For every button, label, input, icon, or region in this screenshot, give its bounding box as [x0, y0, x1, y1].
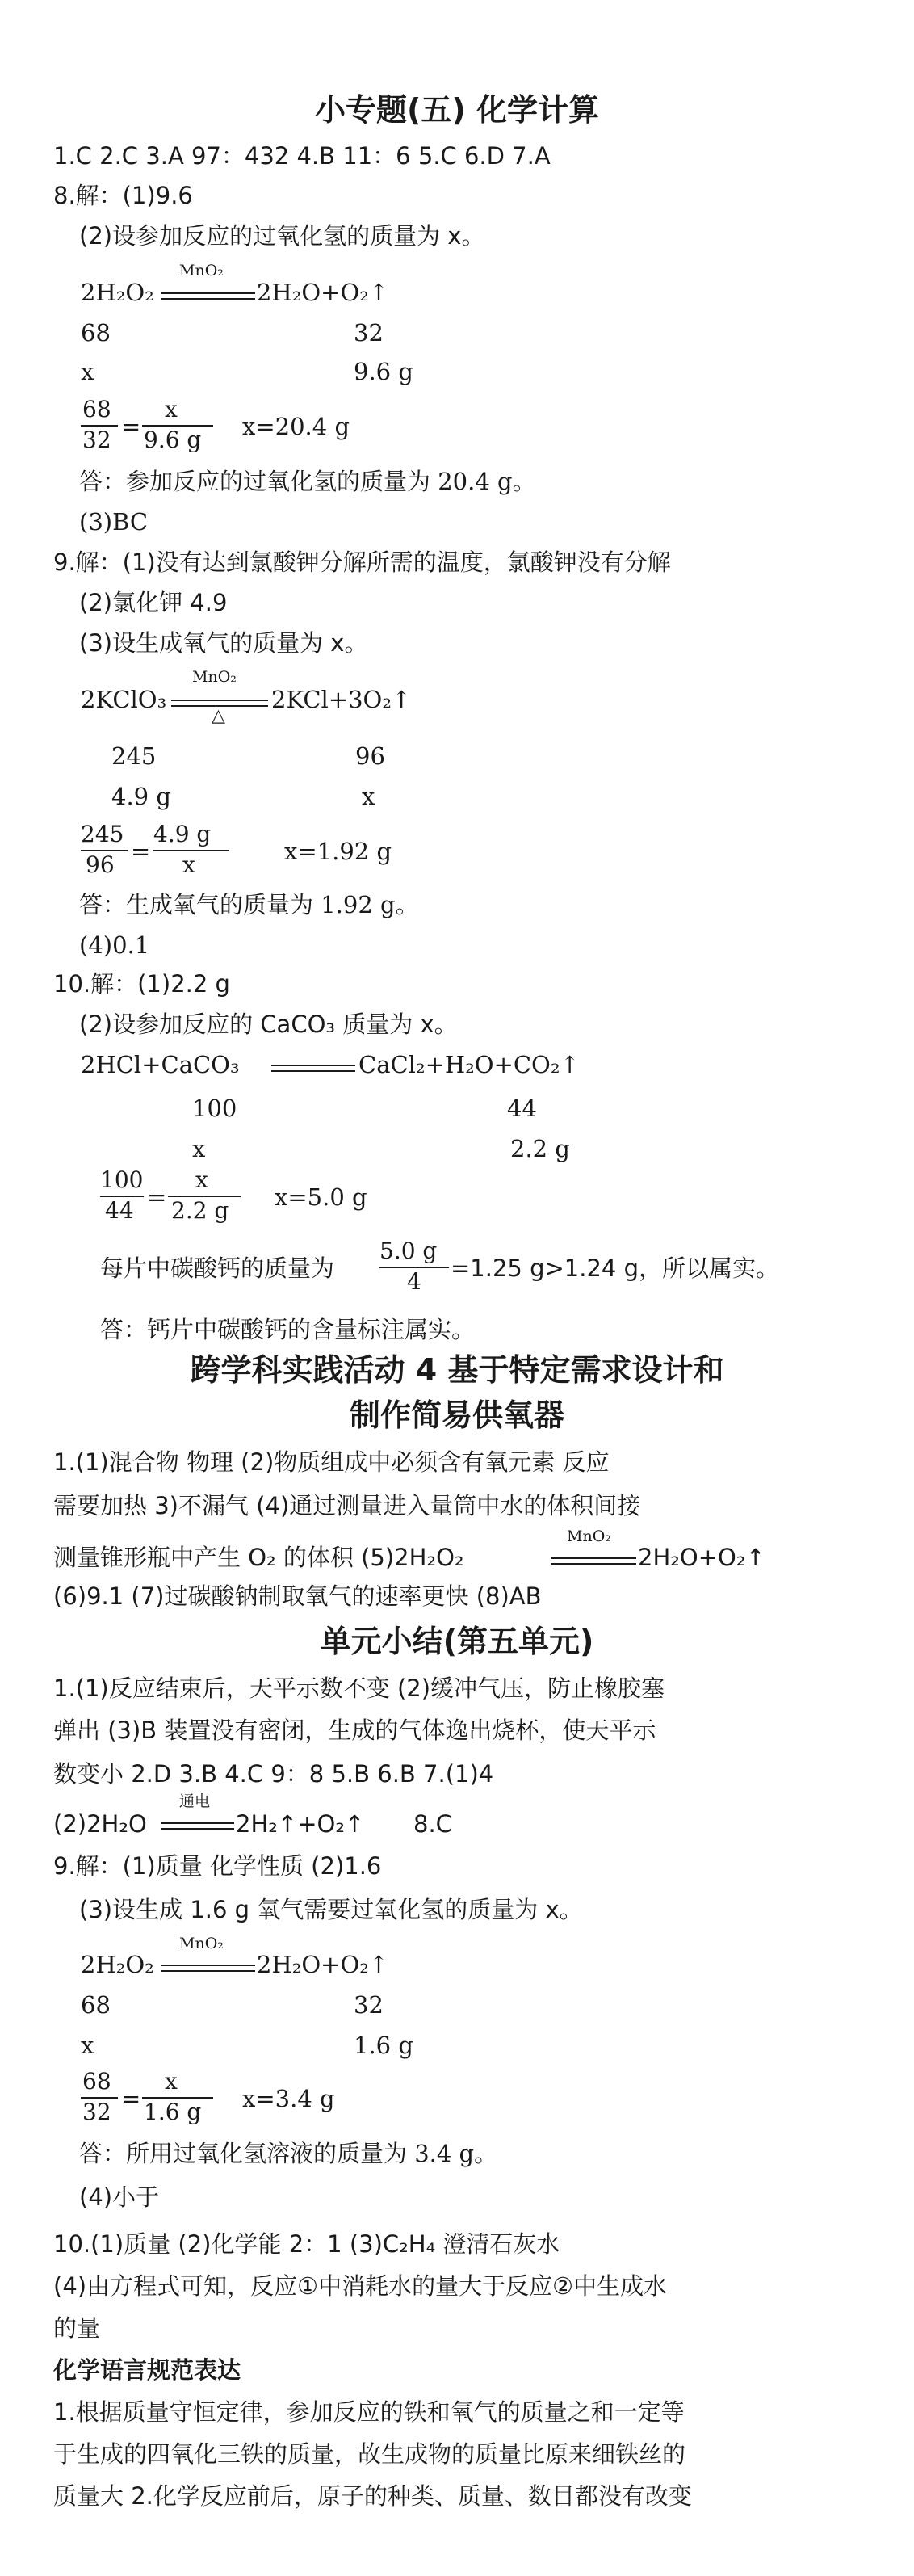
s4-line2: 于生成的四氧化三铁的质量，故生成物的质量比原来细铁丝的	[53, 2440, 686, 2468]
s4-line1: 1.根据质量守恒定律，参加反应的铁和氧气的质量之和一定等	[53, 2398, 685, 2426]
s2-eq-right: 2H₂O+O₂ ↑	[638, 1541, 765, 1574]
q9-eq-heat: △	[212, 706, 225, 726]
gas-up-arrow-icon	[278, 1810, 297, 1838]
s2-line1: 1.(1)混合物 物理 (2)物质组成中必须含有氧元素 反应	[53, 1448, 610, 1476]
heading-unit-summary: 单元小结(第五单元)	[320, 1624, 594, 1659]
q8-mass2-a: x	[81, 358, 94, 385]
q9-part3: (3)设生成氧气的质量为 x。	[79, 629, 368, 657]
q8-result: x=20.4 g	[242, 413, 350, 440]
q9-result: x=1.92 g	[284, 838, 392, 865]
s3-q9-answer: 答：所用过氧化氢溶液的质量为 3.4 g。	[79, 2140, 498, 2167]
q9-head: 9.解：(1)没有达到氯酸钾分解所需的温度，氯酸钾没有分解	[53, 548, 671, 576]
q10-eq-right: CaCl₂+H₂O+CO₂ ↑	[358, 1048, 580, 1081]
s3-q9-mass1-a: 68	[81, 1991, 111, 2019]
s3-line4-tail: 8.C	[413, 1810, 452, 1838]
s3-q9-head: 9.解：(1)质量 化学性质 (2)1.6	[53, 1852, 382, 1880]
q10-equals: =	[147, 1183, 167, 1211]
gas-up-arrow-icon	[745, 1544, 765, 1571]
s3-q9-mass2-a: x	[81, 2032, 94, 2059]
s3-line1: 1.(1)反应结束后，天平示数不变 (2)缓冲气压，防止橡胶塞	[53, 1675, 665, 1702]
s2-eq-arrow	[551, 1557, 636, 1565]
q9-mass2-a: 4.9 g	[111, 783, 171, 810]
q10-answer: 答：钙片中碳酸钙的含量标注属实。	[100, 1316, 476, 1343]
q9-eq-right: 2KCl+3O₂ ↑	[271, 683, 411, 716]
s2-eq-catalyst: MnO₂	[567, 1528, 611, 1545]
s3-q10-line1: 10.(1)质量 (2)化学能 2：1 (3)C₂H₄ 澄清石灰水	[53, 2230, 560, 2258]
gas-up-arrow-icon	[560, 1051, 579, 1078]
s3-q9-result: x=3.4 g	[242, 2085, 335, 2112]
heading-chem-language: 化学语言规范表达	[53, 2356, 241, 2384]
q8-eq-left: 2H₂O₂	[81, 279, 154, 306]
q9-part4: (4)0.1	[79, 931, 150, 959]
s3-q10-line2: (4)由方程式可知，反应①中消耗水的量大于反应②中生成水	[53, 2272, 668, 2300]
q10-mass1-a: 100	[192, 1095, 237, 1122]
q8-eq-catalyst: MnO₂	[179, 262, 224, 279]
q8-eq-arrow	[161, 292, 255, 300]
s3-q9-equals: =	[121, 2085, 141, 2112]
s3-q9-eq-left: 2H₂O₂	[81, 1951, 154, 1978]
s3-line2: 弹出 (3)B 装置没有密闭，生成的气体逸出烧杯，使天平示	[53, 1717, 656, 1744]
q8-mass2-b: 9.6 g	[354, 358, 413, 385]
gas-up-arrow-icon	[369, 279, 388, 306]
s3-q9-mass2-b: 1.6 g	[354, 2032, 413, 2059]
heading-practice-activity-4-line2: 制作简易供氧器	[349, 1397, 564, 1433]
s4-line3: 质量大 2.化学反应前后，原子的种类、质量、数目都没有改变	[53, 2482, 692, 2510]
s3-q9-mass1-b: 32	[354, 1991, 384, 2019]
q8-part2: (2)设参加反应的过氧化氢的质量为 x。	[79, 222, 485, 250]
s3-q9-eq-arrow	[161, 1965, 255, 1972]
s3-q10-line3: 的量	[53, 2314, 101, 2342]
q10-result: x=5.0 g	[275, 1183, 367, 1211]
s2-line2: 需要加热 3)不漏气 (4)通过测量进入量筒中水的体积间接	[53, 1492, 641, 1519]
s3-q9-part4: (4)小于	[79, 2183, 160, 2211]
q9-part2: (2)氯化钾 4.9	[79, 589, 228, 616]
heading-special-topic-5: 小专题(五) 化学计算	[315, 92, 599, 128]
q9-mass1-b: 96	[355, 742, 385, 770]
q9-mass1-a: 245	[111, 742, 157, 770]
q10-line3-text: 每片中碳酸钙的质量为	[100, 1254, 335, 1282]
q10-mass2-a: x	[192, 1135, 206, 1162]
q10-part2: (2)设参加反应的 CaCO₃ 质量为 x。	[79, 1011, 458, 1038]
q10-line3-tail: =1.25 g>1.24 g，所以属实。	[451, 1254, 779, 1282]
gas-up-arrow-icon	[345, 1810, 364, 1838]
q10-eq-left: 2HCl+CaCO₃	[81, 1051, 240, 1078]
q9-eq-left: 2KClO₃	[81, 686, 167, 713]
gas-up-arrow-icon	[369, 1951, 388, 1978]
s3-eq-arrow	[161, 1822, 234, 1830]
q10-mass2-b: 2.2 g	[510, 1135, 570, 1162]
q9-equals: =	[131, 838, 151, 865]
s3-line4-eq-right: 2H₂ ↑ +O₂ ↑	[236, 1808, 364, 1840]
q8-eq-right: 2H₂O+O₂ ↑	[257, 276, 388, 309]
q9-eq-catalyst: MnO₂	[192, 668, 237, 686]
s3-line4-eq-left: (2)2H₂O	[53, 1810, 147, 1838]
q9-answer: 答：生成氧气的质量为 1.92 g。	[79, 891, 419, 918]
q8-answer: 答：参加反应的过氧化氢的质量为 20.4 g。	[79, 468, 536, 495]
q8-part3: (3)BC	[79, 508, 149, 536]
q8-head: 8.解：(1)9.6	[53, 182, 193, 209]
s2-line4: (6)9.1 (7)过碳酸钠制取氧气的速率更快 (8)AB	[53, 1582, 542, 1610]
s3-q9-eq-right: 2H₂O+O₂ ↑	[257, 1948, 388, 1981]
heading-practice-activity-4: 跨学科实践活动 4 基于特定需求设计和	[190, 1352, 724, 1388]
s3-q9-eq-catalyst: MnO₂	[179, 1935, 224, 1952]
q9-mass2-b: x	[362, 783, 375, 810]
s3-eq-condition: 通电	[179, 1792, 211, 1810]
q8-equals: =	[121, 413, 141, 440]
gas-up-arrow-icon	[392, 686, 411, 713]
answers-1-7: 1.C 2.C 3.A 97：432 4.B 11：6 5.C 6.D 7.A	[53, 142, 551, 170]
q10-mass1-b: 44	[507, 1095, 537, 1122]
q8-mass1-a: 68	[81, 319, 111, 347]
q8-mass1-b: 32	[354, 319, 384, 347]
s2-line3: 测量锥形瓶中产生 O₂ 的体积 (5)2H₂O₂	[53, 1544, 464, 1571]
s3-q9-part3: (3)设生成 1.6 g 氧气需要过氧化氢的质量为 x。	[79, 1896, 583, 1923]
q10-head: 10.解：(1)2.2 g	[53, 970, 230, 998]
s3-line3: 数变小 2.D 3.B 4.C 9：8 5.B 6.B 7.(1)4	[53, 1760, 494, 1788]
q10-eq-arrow	[271, 1065, 355, 1072]
